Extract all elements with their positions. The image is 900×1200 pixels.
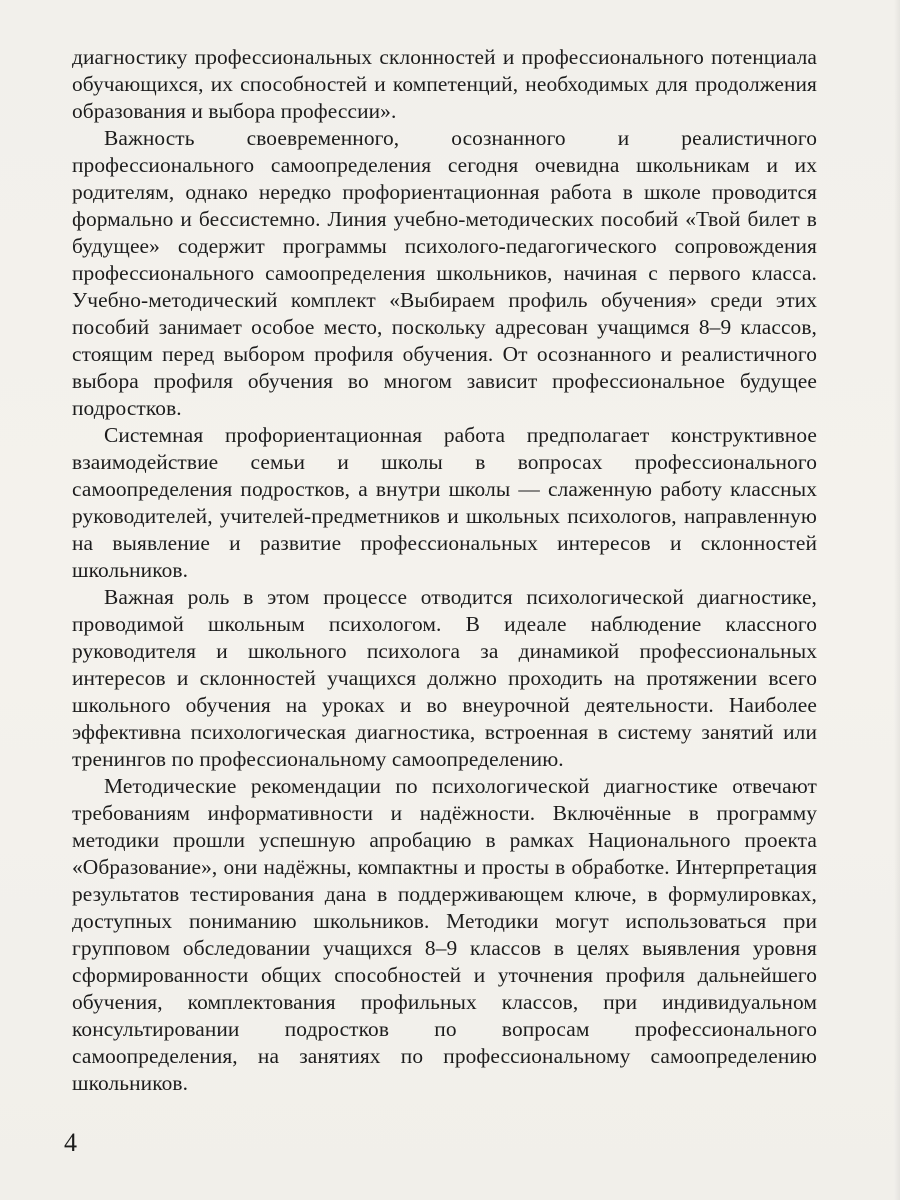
- body-text: [72, 44, 817, 1097]
- paragraph-diagnostics-role: Важная роль в этом процессе отводится психологической диагностике, проводимой школьным психологом. В идеале наблюдение классного руководителя и школьного психолога за динамикой профессиональных интересов и склонностей учащихся должно проходить на протяжении всего школьного обучения на уроках и во внеурочной деятельности. Наиболее эффективна психологическая диагностика, встроенная в систему занятий или тренингов по профессиональному самоопределению.: [72, 585, 817, 771]
- page-number: 4: [64, 1128, 77, 1157]
- paragraph-importance: Важность своевременного, осознанного и реалистичного профессионального самоопределения сегодня очевидна школьникам и их родителям, однако нередко профориентационная работа в школе проводится формально и бессистемно. Линия учебно-методических пособий «Твой билет в будущее» содержит программы психолого-педагогического сопровождения профессионального самоопределения школьников, начиная с первого класса. Учебно-методический комплект «Выбираем профиль обучения» среди этих пособий занимает особое место, поскольку адресован учащимся 8–9 классов, стоящим перед выбором профиля обучения. От осознанного и реалистичного выбора профиля обучения во многом зависит профессиональное будущее подростков.: [72, 126, 817, 420]
- paragraph-continuation: диагностику профессиональных склонностей и профессионального потенциала обучающихся, их способностей и компетенций, необходимых для продолжения образования и выбора профессии».: [72, 45, 817, 123]
- page-edge-shadow: [894, 0, 900, 1200]
- paragraph-methodical-recommendations: Методические рекомендации по психологической диагностике отвечают требованиям информативности и надёжности. Включённые в программу методики прошли успешную апробацию в рамках Национального проекта «Образование», они надёжны, компактны и просты в обработке. Интерпретация результатов тестирования дана в поддерживающем ключе, в формулировках, доступных пониманию школьников. Методики могут использоваться при групповом обследовании учащихся 8–9 классов в целях выявления уровня сформированности общих способностей и уточнения профиля дальнейшего обучения, комплектования профильных классов, при индивидуальном консультировании подростков по вопросам профессионального самоопределения, на занятиях по профессиональному самоопределению школьников.: [72, 774, 817, 1095]
- paragraph-systemic-work: Системная профориентационная работа предполагает конструктивное взаимодействие семьи и школы в вопросах профессионального самоопределения подростков, а внутри школы — слаженную работу классных руководителей, учителей-предметников и школьных психологов, направленную на выявление и развитие профессиональных интересов и склонностей школьников.: [72, 423, 817, 582]
